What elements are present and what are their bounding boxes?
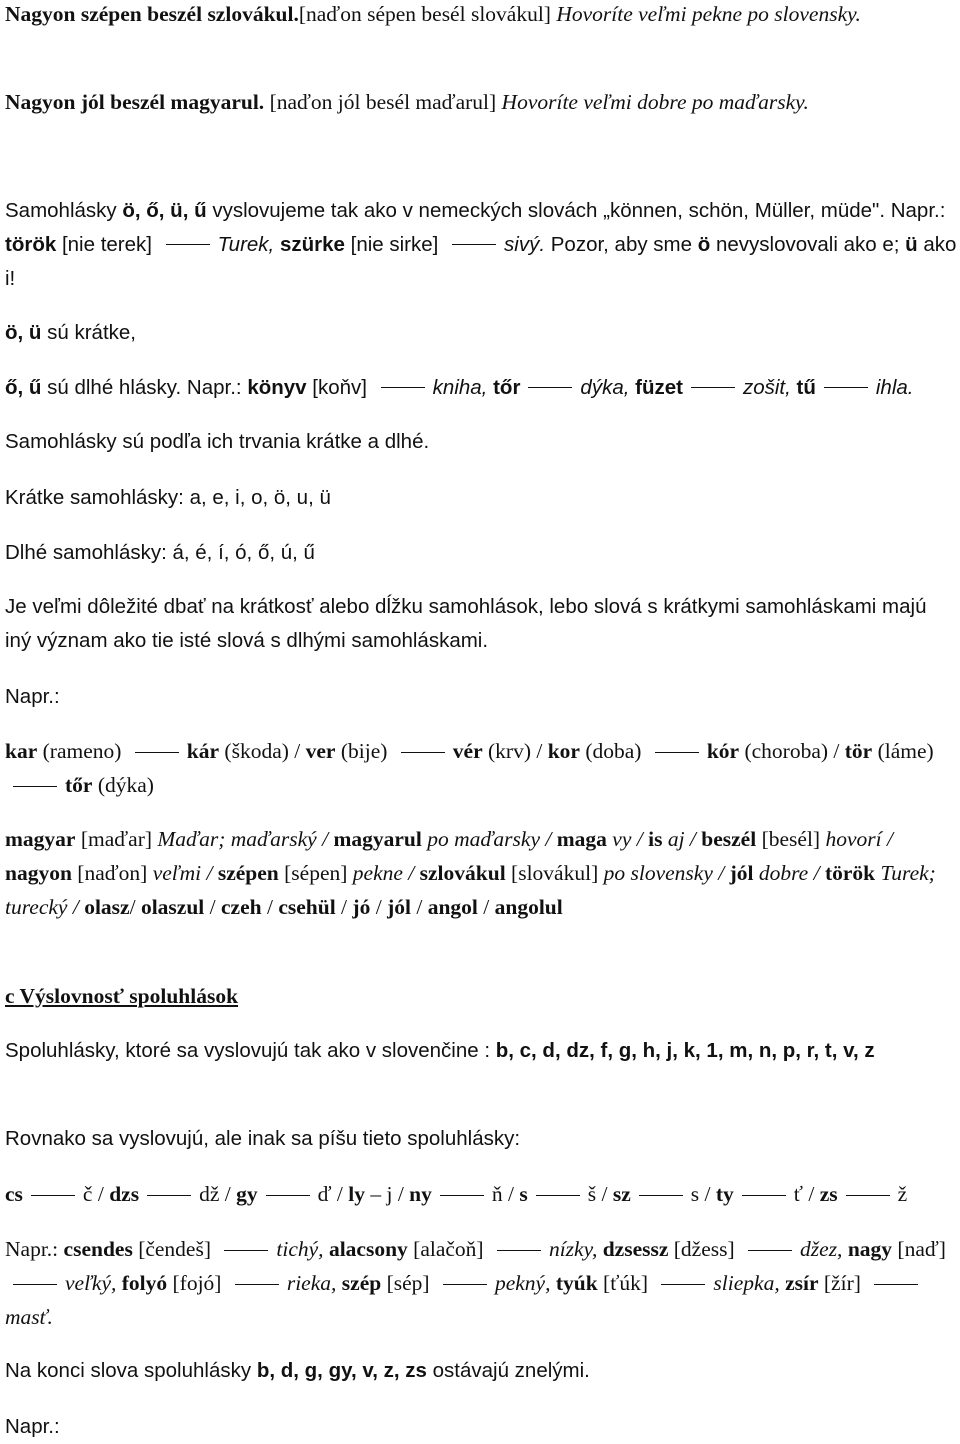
word: tőr <box>493 376 521 399</box>
em-dash <box>443 1284 487 1285</box>
word: jól <box>387 895 411 919</box>
text: ň / <box>491 1182 520 1206</box>
paragraph-consonant-pairs <box>5 1177 957 1211</box>
translation: Hovoríte veľmi dobre po maďarsky. <box>501 90 809 114</box>
text: dž / <box>199 1182 237 1206</box>
text: s / <box>690 1182 716 1206</box>
consonant: cs <box>5 1182 23 1206</box>
text: [besél] <box>756 827 826 851</box>
paragraph-short-vowel-list <box>5 481 957 515</box>
text: (doba) <box>579 739 647 763</box>
em-dash <box>691 387 735 388</box>
word: csendes <box>63 1237 133 1261</box>
word: kar <box>5 739 38 763</box>
text: ď / <box>317 1182 349 1206</box>
word: török <box>824 861 876 885</box>
text: Pozor, aby sme <box>545 233 698 256</box>
text: / <box>370 895 388 919</box>
word: olasz <box>84 895 130 919</box>
word: is <box>648 827 663 851</box>
text: (škoda) / <box>219 739 306 763</box>
translation: zošit, <box>742 376 791 399</box>
word: czeh <box>221 895 262 919</box>
text: Napr.: <box>5 1415 60 1438</box>
pronunciation: [naďon jól besél maďarul] <box>264 90 502 114</box>
translation: Maďar; maďarský / <box>157 827 334 851</box>
word: török <box>5 233 57 256</box>
text: [ťúk] <box>597 1271 654 1295</box>
text: [koňv] <box>306 376 373 399</box>
paragraph-vowel-length <box>5 425 957 459</box>
word: ver <box>305 739 336 763</box>
consonant-list: b, d, g, gy, v, z, zs <box>256 1359 427 1382</box>
paragraph-importance <box>5 590 957 658</box>
translation: po slovensky / <box>603 861 730 885</box>
word: kór <box>706 739 740 763</box>
word: angol <box>427 895 478 919</box>
paragraph-consonant-examples <box>5 1232 957 1334</box>
text: [nie terek] <box>56 233 158 256</box>
word: angolul <box>494 895 563 919</box>
vowels: ö, ő, ü, ű <box>122 199 207 222</box>
em-dash <box>440 1195 484 1196</box>
translation: džez, <box>800 1237 843 1261</box>
consonant: sz <box>612 1182 631 1206</box>
text: / <box>477 895 495 919</box>
text: [nie sirke] <box>344 233 445 256</box>
em-dash <box>497 1250 541 1251</box>
em-dash <box>528 387 572 388</box>
text: nevyslovovali ako e; <box>710 233 906 256</box>
vowel: ö <box>697 233 711 256</box>
em-dash <box>655 752 699 753</box>
translation: hovorí / <box>825 827 893 851</box>
paragraph-long-vowels <box>5 371 957 405</box>
paragraph-example-label-2 <box>5 1410 957 1444</box>
text: Samohlásky sú podľa ich trvania krátke a dlhé. <box>5 430 430 453</box>
translation: masť. <box>5 1305 53 1329</box>
word: szép <box>341 1271 382 1295</box>
word: tör <box>844 739 873 763</box>
text: Dlhé samohlásky: á, é, í, ó, ő, ú, ű <box>5 541 315 564</box>
text: Krátke samohlásky: a, e, i, o, ö, u, ü <box>5 486 331 509</box>
word: magyar <box>5 827 76 851</box>
word: tű <box>796 376 816 399</box>
text: [slovákul] <box>505 861 604 885</box>
paragraph-long-vowel-list <box>5 536 957 570</box>
text: / <box>129 895 141 919</box>
translation: rieka, <box>286 1271 337 1295</box>
text: [žír] <box>818 1271 867 1295</box>
text: Napr. <box>186 376 236 399</box>
word: kor <box>547 739 580 763</box>
translation: sliepka, <box>713 1271 780 1295</box>
em-dash <box>846 1195 890 1196</box>
vowels: ö, ü <box>5 321 42 344</box>
em-dash <box>742 1195 786 1196</box>
paragraph-hungarian-praise <box>5 85 957 119</box>
em-dash <box>135 752 179 753</box>
hungarian-sentence: Nagyon szépen beszél szlovákul. <box>5 2 299 26</box>
word: nagy <box>847 1237 893 1261</box>
heading-consonants: c Výslovnosť spoluhlások <box>5 984 239 1008</box>
consonant: s <box>519 1182 528 1206</box>
vowels: ő, ű <box>5 376 42 399</box>
text: ť / <box>793 1182 820 1206</box>
em-dash <box>224 1250 268 1251</box>
word: kár <box>186 739 220 763</box>
text: sú dlhé hlásky. <box>41 376 187 399</box>
paragraph-example-label <box>5 680 957 714</box>
translation: dobre / <box>753 861 825 885</box>
text: (choroba) / <box>739 739 845 763</box>
word: maga <box>556 827 607 851</box>
text: [sépen] <box>278 861 353 885</box>
em-dash <box>31 1195 75 1196</box>
translation: aj / <box>662 827 702 851</box>
word: szlovákul <box>419 861 506 885</box>
text: / <box>410 895 428 919</box>
paragraph-vowel-pronunciation <box>5 194 957 296</box>
text: Je veľmi dôležité dbať na krátkosť alebo dĺžku samohlások, lebo slová s krátkymi samohláskami majú iný význam ako tie isté slová s dlhými samohláskami. <box>5 595 927 652</box>
text: Napr.: <box>5 1237 64 1261</box>
em-dash <box>748 1250 792 1251</box>
translation: kniha, <box>432 376 488 399</box>
text: [sép] <box>381 1271 435 1295</box>
em-dash <box>452 244 496 245</box>
word: könyv <box>247 376 307 399</box>
em-dash <box>266 1195 310 1196</box>
text: Spoluhlásky, ktoré sa vyslovujú tak ako v slovenčine : <box>5 1039 496 1062</box>
paragraph-vocabulary <box>5 822 957 924</box>
pronunciation: [naďon sépen besél slovákul] <box>298 2 557 26</box>
word: szürke <box>279 233 345 256</box>
text: (bije) <box>335 739 393 763</box>
text: Na konci slova spoluhlásky <box>5 1359 257 1382</box>
em-dash <box>166 244 210 245</box>
em-dash <box>536 1195 580 1196</box>
word: folyó <box>121 1271 168 1295</box>
paragraph-minimal-pairs <box>5 734 957 802</box>
text: Napr.: <box>5 685 60 708</box>
word: magyarul <box>333 827 422 851</box>
em-dash <box>147 1195 191 1196</box>
text: / <box>204 895 221 919</box>
paragraph-slovak-praise <box>5 0 957 31</box>
hungarian-sentence: Nagyon jól beszél magyarul. <box>5 90 265 114</box>
translation: veľký, <box>65 1271 117 1295</box>
text: [džess] <box>668 1237 741 1261</box>
translation: dýka, <box>580 376 630 399</box>
translation: Turek; turecký / <box>5 861 936 919</box>
em-dash <box>381 387 425 388</box>
word: dzsessz <box>602 1237 669 1261</box>
consonant-list: b, c, d, dz, f, g, h, j, k, 1, m, n, p, r, t, v, z <box>495 1039 875 1062</box>
consonant: dzs <box>109 1182 140 1206</box>
text: : <box>235 376 248 399</box>
translation: Hovoríte veľmi pekne po slovensky. <box>556 2 861 26</box>
text: š / <box>587 1182 613 1206</box>
text: č / <box>82 1182 110 1206</box>
text: ž <box>897 1182 908 1206</box>
translation: ihla. <box>875 376 914 399</box>
text: [fojó] <box>167 1271 227 1295</box>
translation: sivý. <box>504 233 546 256</box>
vowel: ü <box>905 233 918 256</box>
translation: pekný, <box>494 1271 551 1295</box>
text: [naď] <box>892 1237 946 1261</box>
paragraph-different-spelling <box>5 1122 957 1156</box>
text: (dýka) <box>92 773 154 797</box>
consonant: ty <box>715 1182 734 1206</box>
paragraph-same-consonants <box>5 1034 957 1068</box>
word: tőr <box>65 773 93 797</box>
section-heading <box>5 979 957 1013</box>
text: vyslovujeme tak ako v nemeckých slovách „können, schön, Müller, müde". Napr.: <box>206 199 946 222</box>
translation: vy / <box>606 827 649 851</box>
text: (rameno) <box>37 739 127 763</box>
text: Samohlásky <box>5 199 123 222</box>
word: tyúk <box>555 1271 598 1295</box>
text: (krv) / <box>482 739 548 763</box>
word: olaszul <box>140 895 205 919</box>
text: sú krátke, <box>41 321 136 344</box>
word: jó <box>352 895 371 919</box>
text: [maďar] <box>75 827 158 851</box>
consonant: gy <box>236 1182 258 1206</box>
text: ako i! <box>5 233 957 290</box>
text: ostávajú znelými. <box>426 1359 590 1382</box>
word: jól <box>729 861 754 885</box>
translation: Turek, <box>217 233 275 256</box>
word: csehül <box>278 895 336 919</box>
em-dash <box>639 1195 683 1196</box>
text: / <box>335 895 353 919</box>
word: vér <box>452 739 483 763</box>
paragraph-final-consonants <box>5 1354 957 1388</box>
text: (láme) <box>872 739 934 763</box>
word: zsír <box>785 1271 819 1295</box>
text: [alačoň] <box>407 1237 489 1261</box>
text: / <box>261 895 279 919</box>
consonant: ly <box>348 1182 365 1206</box>
em-dash <box>13 786 57 787</box>
em-dash <box>13 1284 57 1285</box>
translation: veľmi / <box>152 861 218 885</box>
translation: tichý, <box>276 1237 324 1261</box>
consonant: ny <box>409 1182 432 1206</box>
em-dash <box>661 1284 705 1285</box>
paragraph-short-vowels <box>5 316 957 350</box>
text: [čendeš] <box>132 1237 217 1261</box>
text: – j / <box>364 1182 410 1206</box>
text: Rovnako sa vyslovujú, ale inak sa píšu tieto spoluhlásky: <box>5 1127 521 1150</box>
translation: nízky, <box>548 1237 598 1261</box>
word: beszél <box>701 827 757 851</box>
em-dash <box>235 1284 279 1285</box>
word: alacsony <box>328 1237 408 1261</box>
word: füzet <box>635 376 683 399</box>
em-dash <box>401 752 445 753</box>
em-dash <box>824 387 868 388</box>
translation: po maďarsky / <box>421 827 557 851</box>
word: szépen <box>217 861 279 885</box>
text: [naďon] <box>71 861 153 885</box>
translation: pekne / <box>352 861 420 885</box>
word: nagyon <box>5 861 72 885</box>
consonant: zs <box>819 1182 838 1206</box>
em-dash <box>874 1284 918 1285</box>
